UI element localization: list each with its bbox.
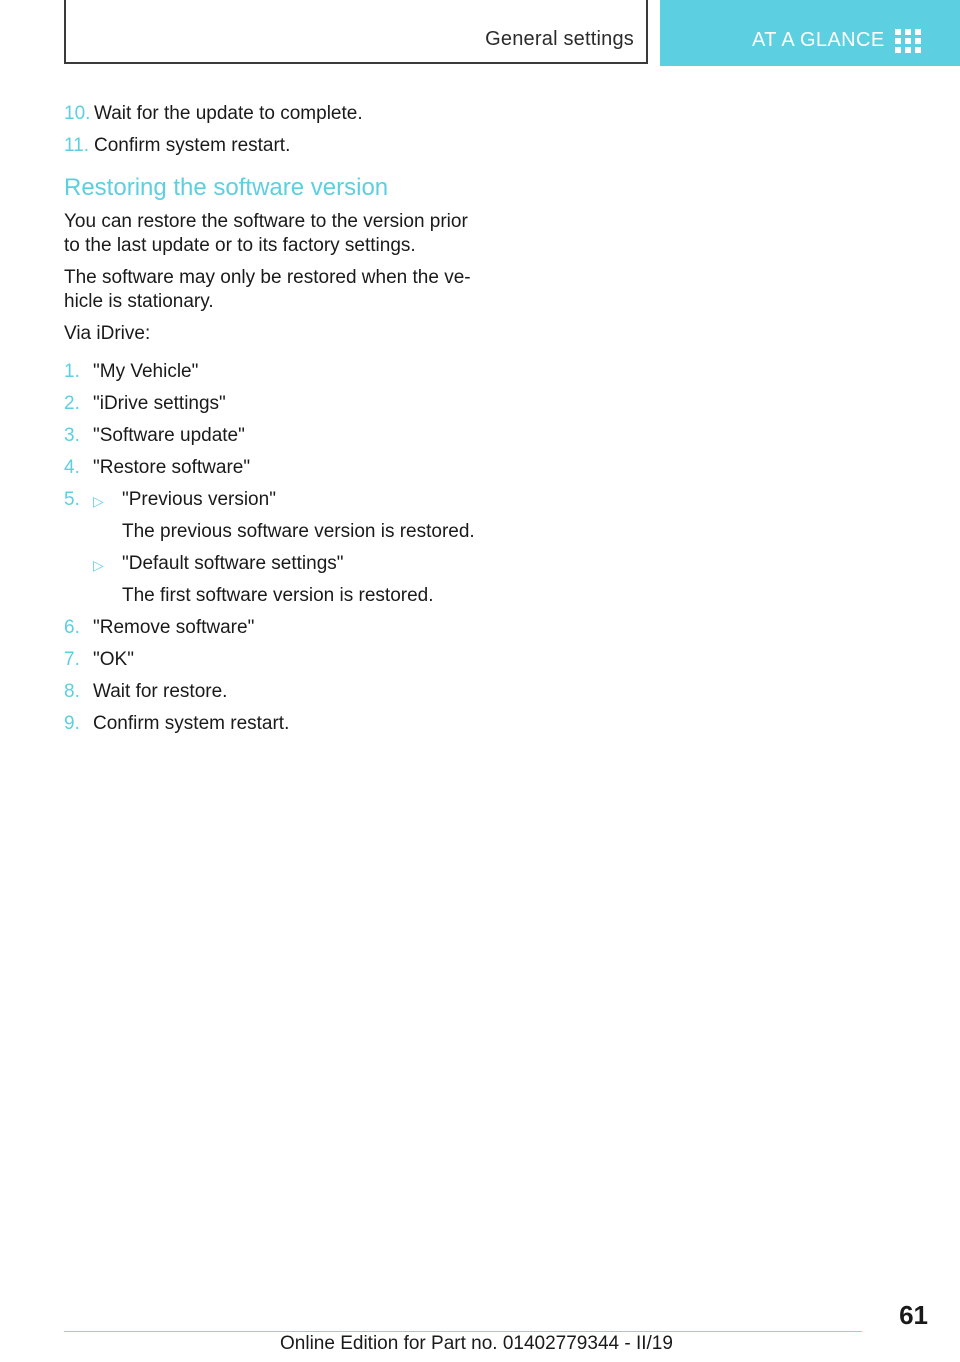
option-label: "Previous version" (122, 489, 276, 510)
step-number: 4. (64, 457, 80, 478)
page-number: 61 (899, 1300, 928, 1330)
step-text: Wait for restore. (93, 681, 228, 702)
step-text: Wait for the update to complete. (94, 103, 363, 124)
list-item (64, 712, 484, 736)
step-number: 3. (64, 425, 80, 446)
list-item (64, 424, 484, 448)
step-text: "Restore software" (93, 457, 251, 478)
option-description: The first software version is restored. (122, 585, 434, 606)
step-number: 6. (64, 617, 80, 638)
step-number: 7. (64, 649, 80, 670)
step-text: Confirm system restart. (94, 135, 291, 156)
option-label: "Default software settings" (122, 553, 344, 574)
step-number: 10. (64, 103, 91, 124)
step-text: "My Vehicle" (93, 361, 199, 382)
step-text: "Software update" (93, 425, 245, 446)
chapter-tab-label: AT A GLANCE (752, 29, 885, 51)
list-item (64, 360, 484, 384)
paragraph: Via iDrive: (64, 323, 151, 344)
footer-divider (64, 1331, 862, 1332)
step-number: 1. (64, 361, 80, 382)
list-item (64, 488, 484, 608)
step-number: 5. (64, 489, 80, 510)
step-text: "OK" (93, 649, 134, 670)
step-text: "iDrive settings" (93, 393, 226, 414)
list-item (64, 456, 484, 480)
step-text: "Remove software" (93, 617, 255, 638)
list-item (64, 616, 484, 640)
list-item (64, 680, 484, 704)
footer-edition: Online Edition for Part no. 01402779344 - II/19 (280, 1333, 673, 1354)
step-number: 9. (64, 713, 80, 734)
paragraph: You can restore the software to the version prior to the last update or to its factory settings. (64, 211, 468, 256)
chapter-tab[interactable] (660, 0, 960, 66)
list-item (64, 102, 484, 126)
option-item (93, 552, 484, 576)
triangle-bullet-icon: ▷ (93, 493, 104, 509)
step-text: Confirm system restart. (93, 713, 290, 734)
step-number: 2. (64, 393, 80, 414)
option-description: The previous software version is restored. (122, 521, 475, 542)
main-content (64, 102, 484, 744)
paragraph: The software may only be restored when the ve‐hicle is stationary. (64, 267, 471, 312)
step-number: 11. (64, 135, 90, 156)
header-section-box (64, 0, 648, 64)
grid-icon (895, 29, 921, 53)
list-item (64, 392, 484, 416)
option-item (93, 488, 484, 512)
list-item (64, 648, 484, 672)
section-heading: Restoring the software version (64, 174, 389, 201)
section-title: General settings (485, 28, 634, 50)
list-item (64, 134, 484, 158)
triangle-bullet-icon: ▷ (93, 557, 104, 573)
step-number: 8. (64, 681, 80, 702)
